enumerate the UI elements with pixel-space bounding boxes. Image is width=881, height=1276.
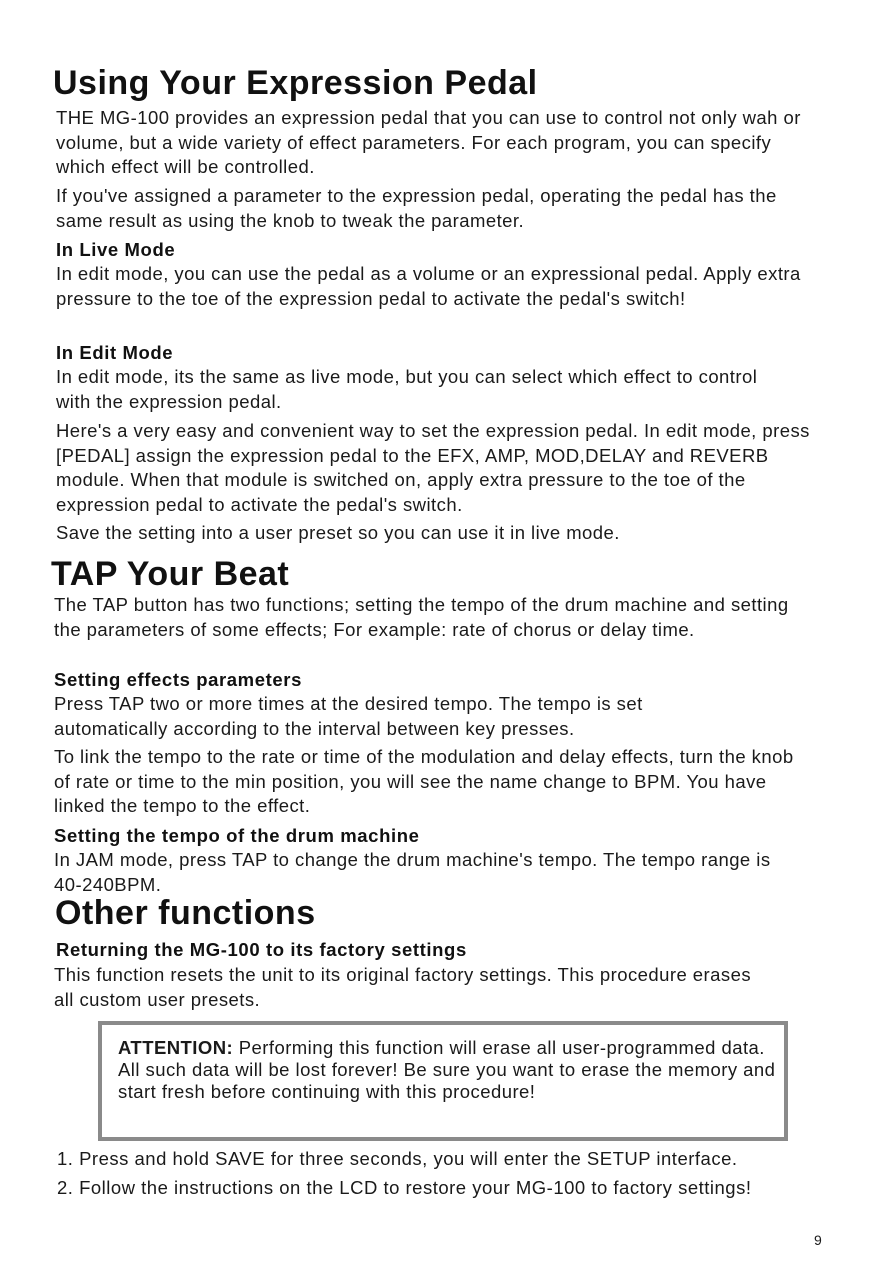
edit-mode-heading: In Edit Mode (56, 342, 174, 363)
attention-message: Performing this function will erase all user-programmed data. All such data will be lost forever! Be sure you want to erase the memory and start fresh before continuing with this procedure! (118, 1037, 776, 1102)
expression-assign-paragraph: If you've assigned a parameter to the expression pedal, operating the pedal has the same result as using the knob to tweak the parameter. (56, 185, 777, 231)
factory-step-2: 2. Follow the instructions on the LCD to restore your MG-100 to factory settings! (57, 1177, 752, 1198)
attention-label: ATTENTION: (118, 1037, 234, 1058)
other-functions-title: Other functions (55, 894, 316, 932)
drum-tempo-paragraph: In JAM mode, press TAP to change the drum machine's tempo. The tempo range is 40-240BPM. (54, 849, 771, 895)
save-setting-paragraph: Save the setting into a user preset so you can use it in live mode. (56, 522, 620, 543)
factory-settings-paragraph: This function resets the unit to its original factory settings. This procedure erases all custom user presets. (54, 964, 752, 1010)
edit-mode-paragraph: In edit mode, its the same as live mode, but you can select which effect to control with the expression pedal. (56, 366, 758, 412)
attention-text (118, 1037, 778, 1103)
factory-step-1: 1. Press and hold SAVE for three seconds, you will enter the SETUP interface. (57, 1148, 738, 1169)
live-mode-heading: In Live Mode (56, 239, 176, 260)
effects-parameters-heading: Setting effects parameters (54, 669, 302, 690)
factory-settings-heading: Returning the MG-100 to its factory settings (56, 939, 467, 960)
edit-mode-pedal-paragraph: Here's a very easy and convenient way to set the expression pedal. In edit mode, press [PEDAL] assign the expression pedal to the EFX, AMP, MOD,DELAY and REVERB module. When that module is switched on, apply extra pressure to the toe of the expression pedal to activate the pedal's switch. (56, 420, 810, 515)
expression-pedal-title: Using Your Expression Pedal (53, 64, 538, 102)
attention-box (98, 1021, 788, 1141)
tempo-link-paragraph: To link the tempo to the rate or time of the modulation and delay effects, turn the knob of rate or time to the min position, you will see the name change to BPM. You have linked the tempo to the effect. (54, 746, 794, 816)
page-number: 9 (814, 1232, 822, 1248)
tap-beat-title: TAP Your Beat (51, 555, 290, 593)
live-mode-paragraph: In edit mode, you can use the pedal as a volume or an expressional pedal. Apply extra pressure to the toe of the expression pedal to activate the pedal's switch! (56, 263, 801, 309)
tap-intro-paragraph: The TAP button has two functions; setting the tempo of the drum machine and setting the parameters of some effects; For example: rate of chorus or delay time. (54, 594, 789, 640)
effects-parameters-paragraph: Press TAP two or more times at the desired tempo. The tempo is set automatically according to the interval between key presses. (54, 693, 643, 739)
expression-intro-paragraph: THE MG-100 provides an expression pedal that you can use to control not only wah or volume, but a wide variety of effect parameters. For each program, you can specify which effect will be controlled. (56, 107, 801, 177)
drum-tempo-heading: Setting the tempo of the drum machine (54, 825, 420, 846)
